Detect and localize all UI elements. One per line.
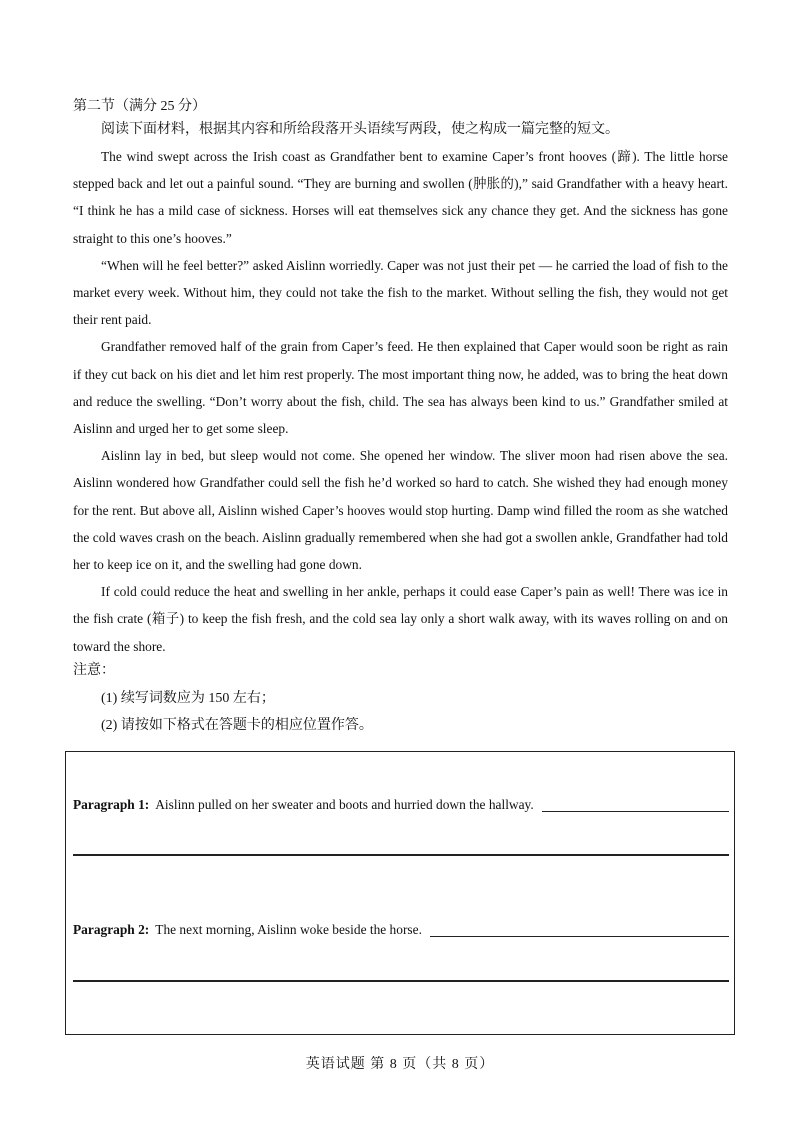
reading-passage: [73, 143, 728, 660]
paragraph-2-label: Paragraph 2: [73, 922, 145, 937]
passage-paragraph: Aislinn lay in bed, but sleep would not come. She opened her window. The sliver moon had risen above the sea. Aislinn wondered how Grandfather could sell the fish he’d worked so hard to catch. She wished they had enough money for the rent. But above all, Aislinn wished Caper’s hooves would stop hurting. Damp wind filled the room as she watched the cold waves crash on the beach. Aislinn gradually remembered when she had got a swollen ankle, Grandfather had told her to keep ice on it, and the swelling had gone down.: [73, 448, 728, 573]
paragraph-1-prompt: [73, 795, 729, 815]
notes-label: 注意：: [73, 663, 115, 678]
paragraph-2-separator: :: [144, 922, 150, 937]
page-footer: 英语试题 第 8 页（共 8 页）: [305, 1057, 495, 1072]
note-item: (2) 请按如下格式在答题卡的相应位置作答。: [101, 718, 373, 733]
paragraph-1-separator: :: [144, 797, 150, 812]
passage-paragraph: The wind swept across the Irish coast as Grandfather bent to examine Caper’s front hooves (蹄). The little horse stepped back and let out a painful sound. “They are burning and swollen (肿胀的),” said Grandfather with a heavy heart. “I think he has a mild case of sickness. Horses will eat themselves sick any chance they get. And the sickness has gone straight to this one’s hooves.”: [73, 149, 728, 246]
answer-box: [65, 751, 735, 1035]
passage-paragraph: Grandfather removed half of the grain from Caper’s feed. He then explained that Caper would soon be right as rain if they cut back on his diet and let him rest properly. The most important thing now, he added, was to bring the heat down and reduce the swelling. “Don’t worry about the fish, child. The sea has always been kind to us.” Grandfather smiled at Aislinn and urged her to get some sleep.: [73, 339, 728, 437]
writing-line[interactable]: [73, 854, 729, 856]
note-item: (1) 续写词数应为 150 左右；: [101, 691, 275, 706]
paragraph-2-opening: The next morning, Aislinn woke beside the horse.: [155, 922, 422, 937]
paragraph-1-opening: Aislinn pulled on her sweater and boots and hurried down the hallway.: [155, 797, 534, 812]
task-instruction: 阅读下面材料，根据其内容和所给段落开头语续写两段，使之构成一篇完整的短文。: [101, 122, 619, 137]
writing-line[interactable]: [73, 980, 729, 982]
paragraph-2-prompt: [73, 920, 729, 940]
paragraph-1-label: Paragraph 1: [73, 797, 145, 812]
writing-blank[interactable]: [542, 797, 729, 812]
passage-paragraph: “When will he feel better?” asked Aislinn worriedly. Caper was not just their pet — he carried the load of fish to the market every week. Without him, they could not take the fish to the market. Without selling the fish, they would not get their rent paid.: [73, 257, 728, 328]
writing-blank[interactable]: [430, 922, 729, 937]
section-title: 第二节（满分 25 分）: [73, 99, 206, 114]
passage-paragraph: If cold could reduce the heat and swelling in her ankle, perhaps it could ease Caper’s pain as well! There was ice in the fish crate (箱子) to keep the fish fresh, and the cold sea lay only a short walk away, with its waves rolling on and on toward the shore.: [73, 584, 728, 654]
